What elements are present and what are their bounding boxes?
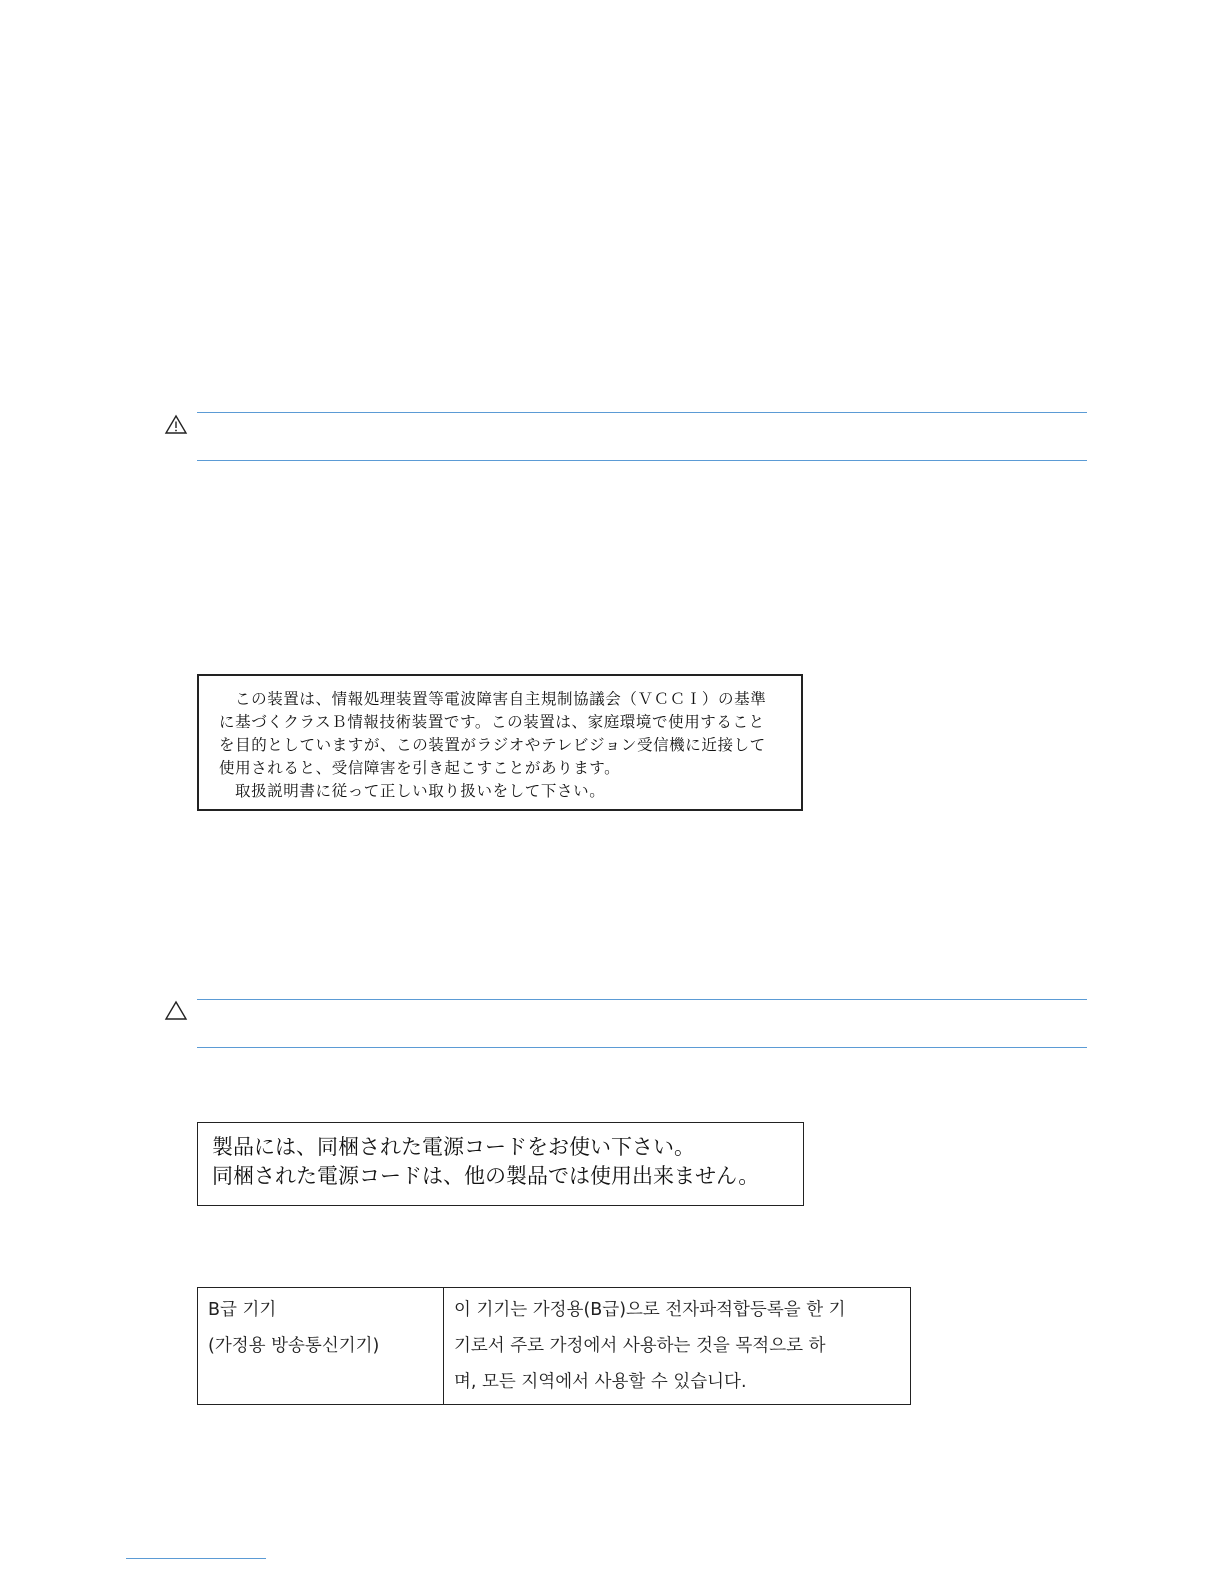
power-cord-notice-box <box>197 1122 804 1206</box>
korean-class-cell <box>198 1288 444 1405</box>
warning-top-rule <box>197 412 1087 413</box>
korean-description-cell <box>444 1288 911 1405</box>
korean-class-line: B급 기기 <box>208 1300 277 1320</box>
warning-bottom-rule <box>197 460 1087 461</box>
footer-rule <box>126 1558 266 1559</box>
caution-bottom-rule <box>197 1047 1087 1048</box>
vcci-notice-box <box>197 674 803 811</box>
korean-description-line: 며, 모든 지역에서 사용할 수 있습니다. <box>454 1372 747 1392</box>
korean-class-line: (가정용 방송통신기기) <box>208 1336 380 1356</box>
vcci-line: この装置は、情報処理装置等電波障害自主規制協議会（ＶＣＣＩ）の基準 <box>235 690 767 708</box>
caution-notice <box>163 999 1087 1051</box>
vcci-line: 使用されると、受信障害を引き起こすことがあります。 <box>219 759 621 777</box>
table-row <box>198 1288 911 1405</box>
power-cord-line: 同梱された電源コードは、他の製品では使用出来ません。 <box>212 1164 760 1188</box>
warning-icon <box>163 412 189 438</box>
warning-notice <box>163 412 1087 464</box>
korean-description-line: 이 기기는 가정용(B급)으로 전자파적합등록을 한 기 <box>454 1300 846 1320</box>
vcci-line: を目的としていますが、この装置がラジオやテレビジョン受信機に近接して <box>219 736 766 754</box>
korean-notice-table <box>197 1287 911 1405</box>
power-cord-line: 製品には、同梱された電源コードをお使い下さい。 <box>212 1135 695 1159</box>
caution-icon <box>163 999 189 1025</box>
vcci-line: 取扱説明書に従って正しい取り扱いをして下さい。 <box>235 782 606 800</box>
vcci-line: に基づくクラスＢ情報技術装置です。この装置は、家庭環境で使用すること <box>219 713 765 731</box>
korean-description-line: 기로서 주로 가정에서 사용하는 것을 목적으로 하 <box>454 1336 826 1356</box>
caution-top-rule <box>197 999 1087 1000</box>
